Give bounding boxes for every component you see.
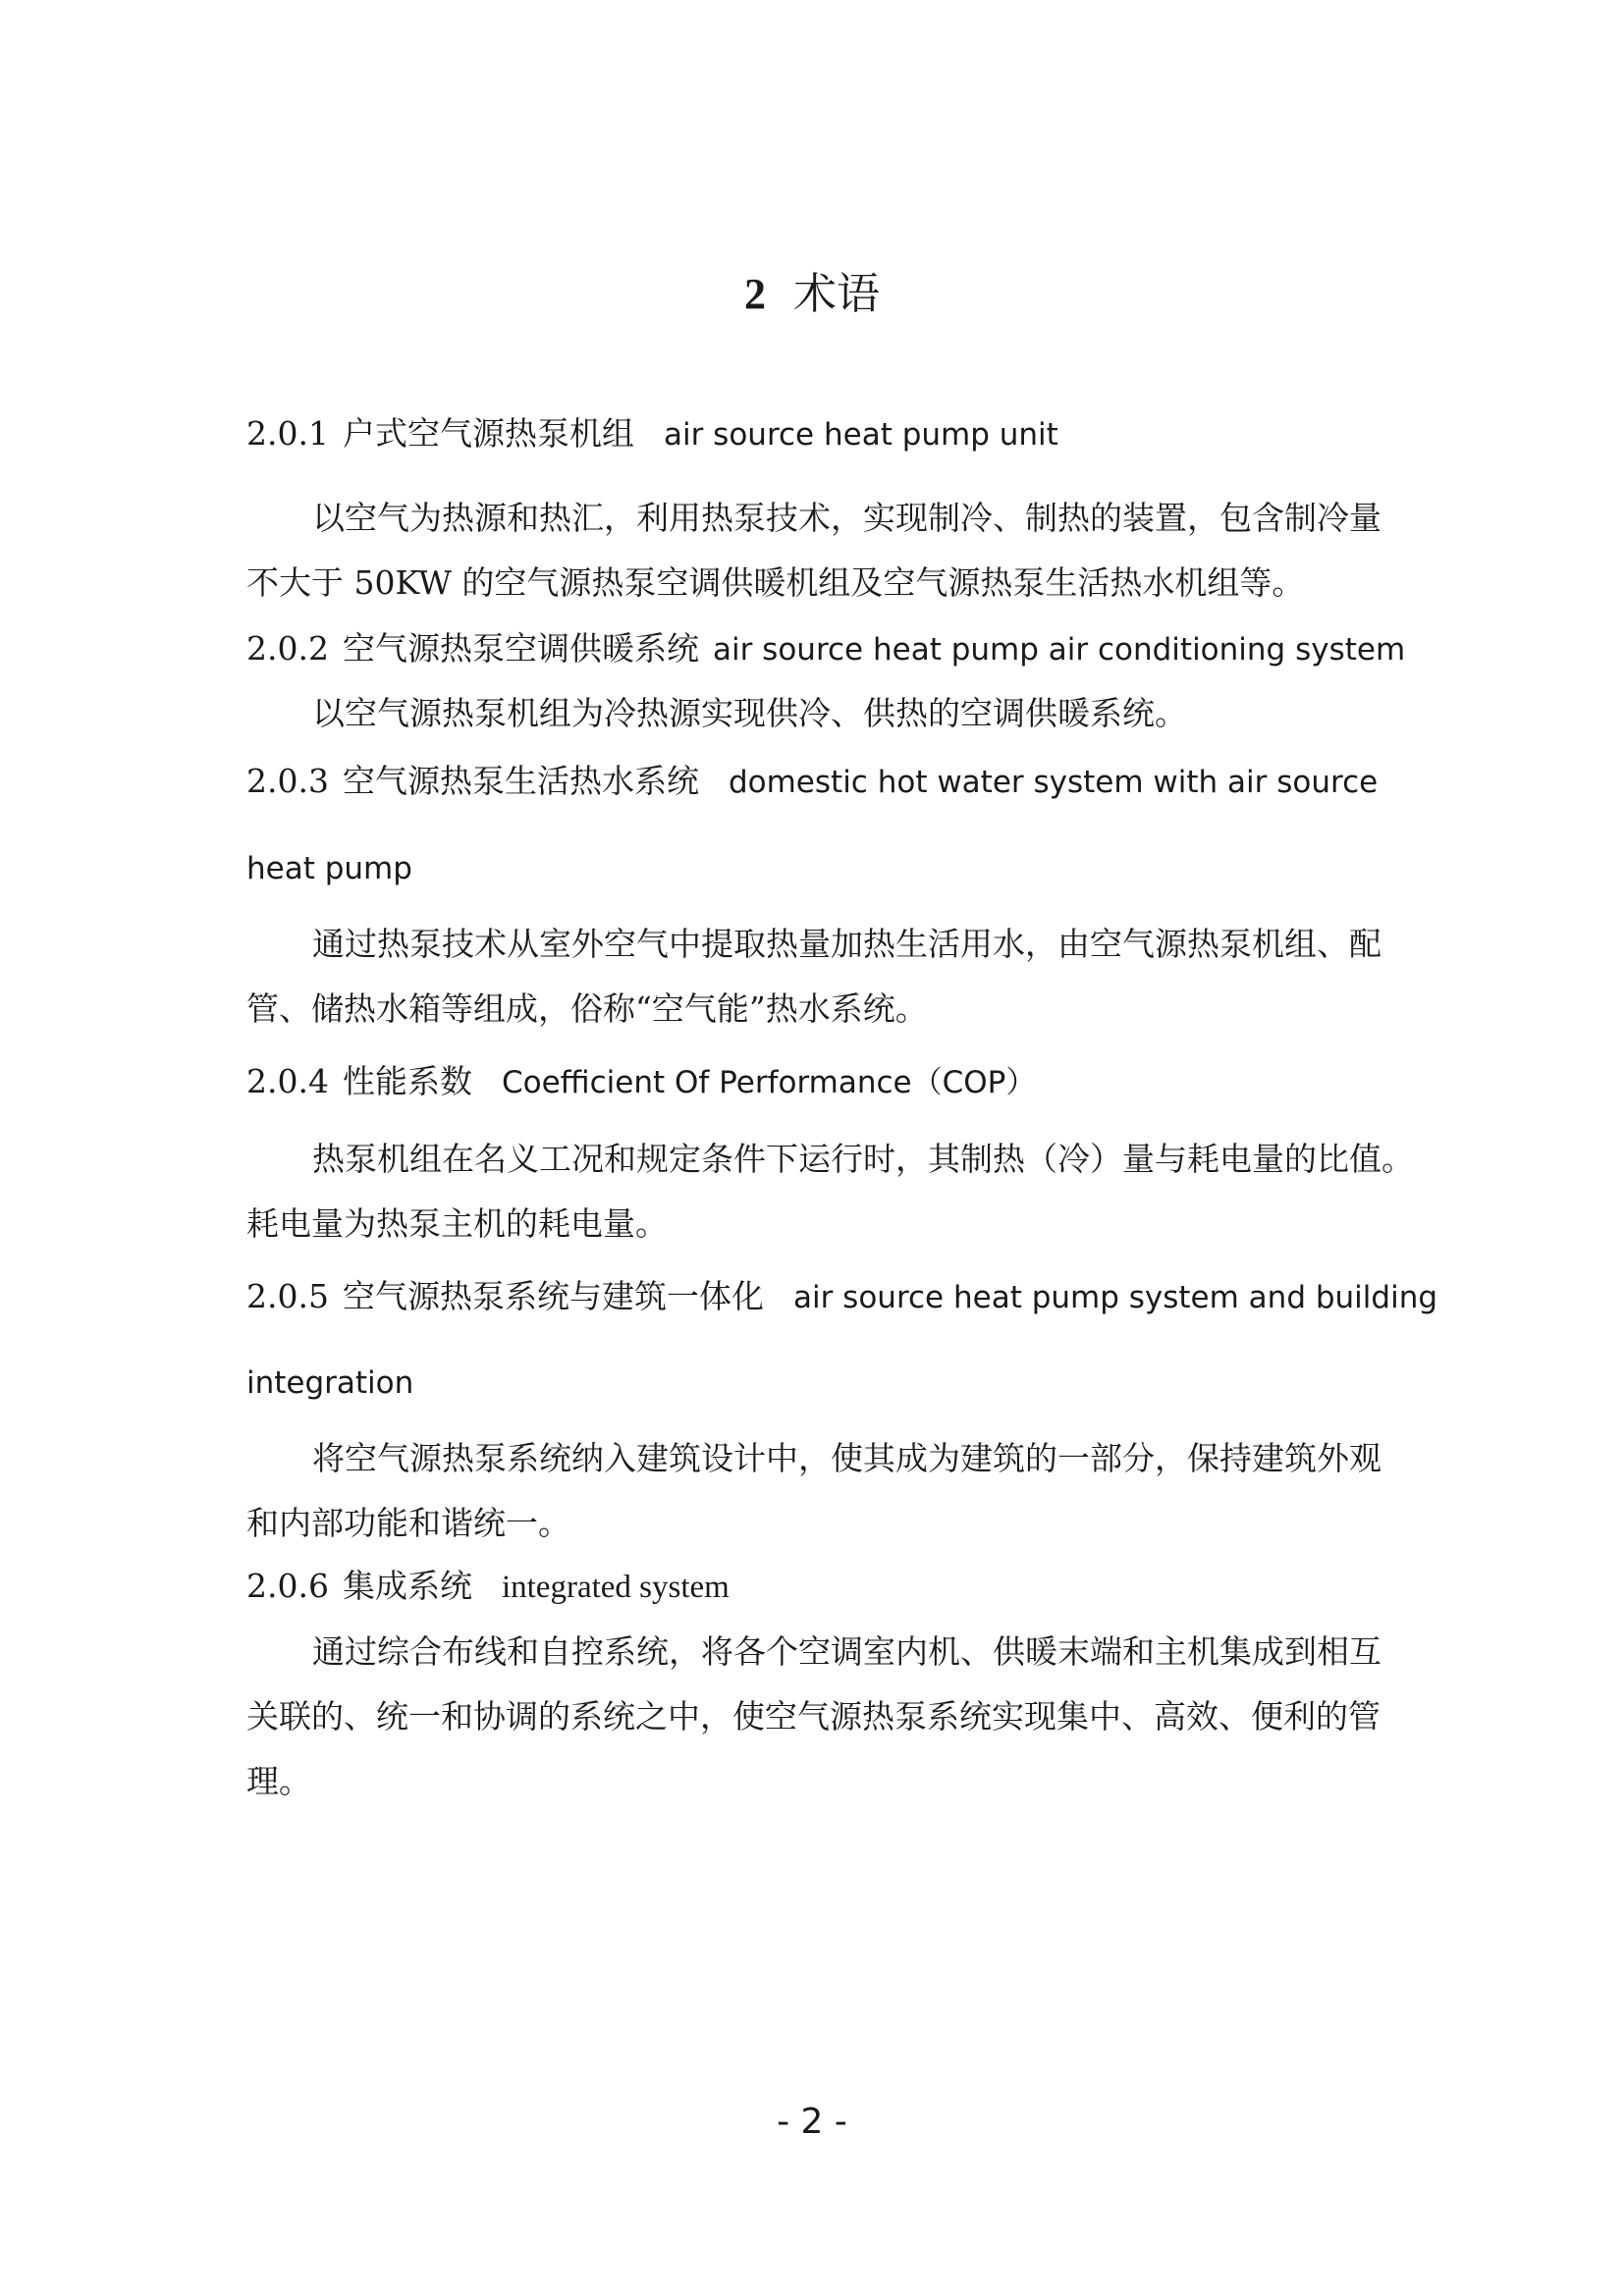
term-definition-line: 不大于 50KW 的空气源热泵空调供暖机组及空气源热泵生活热水机组等。 [246, 563, 1305, 602]
term-definition-line: 以空气源热泵机组为冷热源实现供冷、供热的空调供暖系统。 [312, 694, 1187, 732]
term-cn: 空气源热泵系统与建筑一体化 [342, 1277, 764, 1315]
term-definition-line: 和内部功能和谐统一。 [246, 1504, 570, 1542]
term-id: 2.0.1 [246, 414, 329, 453]
term-heading [246, 1058, 1385, 1106]
term-en: Coefficient Of Performance（COP） [501, 1065, 1037, 1100]
term-heading [246, 625, 1406, 673]
chapter-title-text: 术语 [793, 269, 880, 319]
term-definition-line: 关联的、统一和协调的系统之中，使空气源热泵系统实现集中、高效、便利的管 [246, 1697, 1380, 1735]
term-en: air source heat pump unit [663, 417, 1058, 453]
term-definition-line: 耗电量为热泵主机的耗电量。 [246, 1204, 668, 1243]
term-cn: 性能系数 [342, 1062, 472, 1100]
term-cn: 空气源热泵生活热水系统 [342, 762, 699, 800]
term-heading [246, 1563, 1385, 1611]
term-heading [246, 410, 1385, 458]
term-definition-line: 热泵机组在名义工况和规定条件下运行时，其制热（冷）量与耗电量的比值。 [312, 1140, 1414, 1178]
term-cn: 空气源热泵空调供暖系统 [342, 629, 699, 667]
term-id: 2.0.3 [246, 762, 329, 800]
term-en: air source heat pump system and building [792, 1280, 1438, 1315]
term-heading-continuation [246, 844, 1385, 892]
term-id: 2.0.4 [246, 1062, 329, 1100]
term-en: integrated system [501, 1570, 730, 1605]
term-heading [246, 758, 1385, 806]
term-id: 2.0.2 [246, 629, 329, 667]
term-cn: 户式空气源热泵机组 [342, 414, 634, 453]
term-definition-line: 通过综合布线和自控系统，将各个空调室内机、供暖末端和主机集成到相互 [312, 1632, 1381, 1671]
chapter-number: 2 [744, 270, 766, 318]
term-cn: 集成系统 [342, 1567, 472, 1605]
term-heading [246, 1273, 1438, 1321]
page-number: - 2 - [777, 2102, 847, 2142]
term-definition-line: 通过热泵技术从室外空气中提取热量加热生活用水，由空气源热泵机组、配 [312, 925, 1381, 963]
term-en: domestic hot water system with air source [728, 765, 1379, 800]
term-en-continuation: integration [246, 1365, 414, 1401]
term-id: 2.0.5 [246, 1277, 329, 1315]
term-heading-continuation [246, 1359, 1385, 1407]
term-en: air source heat pump air conditioning system [712, 632, 1406, 667]
chapter-title [0, 265, 1624, 324]
term-definition-line: 管、储热水箱等组成，俗称“空气能”热水系统。 [246, 989, 928, 1028]
term-id: 2.0.6 [246, 1567, 329, 1605]
term-definition-line: 理。 [246, 1762, 311, 1800]
term-definition-line: 以空气为热源和热汇，利用热泵技术，实现制冷、制热的装置，包含制冷量 [312, 499, 1381, 537]
term-en-continuation: heat pump [246, 851, 412, 886]
term-definition-line: 将空气源热泵系统纳入建筑设计中，使其成为建筑的一部分，保持建筑外观 [312, 1439, 1381, 1477]
